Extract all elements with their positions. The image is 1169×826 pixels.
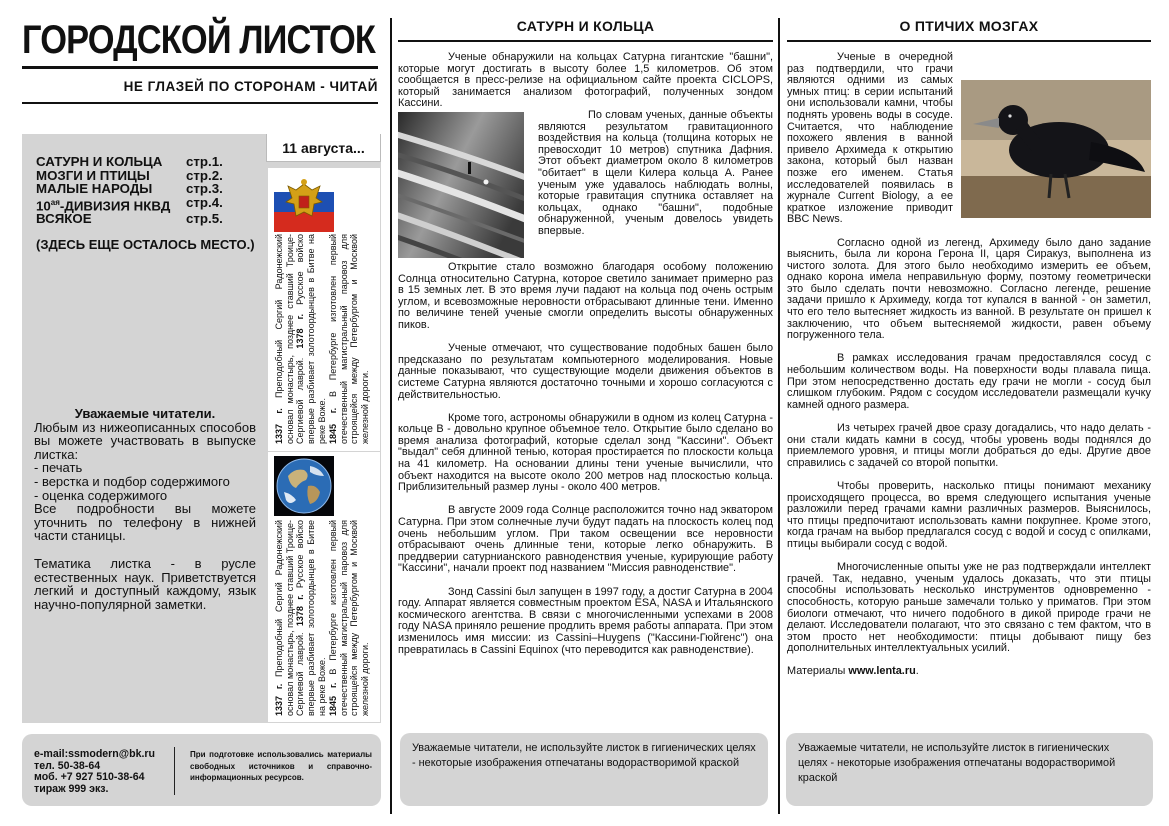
article-heading: О ПТИЧИХ МОЗГАХ — [899, 18, 1039, 34]
title-rule — [22, 66, 378, 69]
toc-item-title: МАЛЫЕ НАРОДЫ — [36, 181, 153, 196]
birds-article — [787, 18, 1151, 690]
history-text-col1 — [274, 520, 328, 716]
toc-title-part: -ДИВИЗИЯ НКВД — [59, 197, 171, 213]
toc-item-page: стр.1. — [186, 154, 223, 169]
readers-list-item: - верстка и подбор содержимого — [34, 473, 230, 489]
mobile-number: моб. +7 927 510-38-64 — [34, 771, 145, 783]
paragraph: Ученые в очередной раз подтвердили, что грачи являются одними из самых умных птиц: в серии испытаний они использовали камни, чтобы поднять уровень воды в сосуде. Считается, что наблюдение похожего явления в ванной привело Архимеда к открытию закона, который был назван позже его именем. Статья исследователей появилась в журнале Current Biology, а ее краткое изложение приводит BBC News. — [787, 51, 953, 226]
history-year: 1378 г. — [295, 594, 306, 627]
paragraph: Ученые отмечают, что существование подобных башен было предсказано по результатам компьютерного моделирования. Новые данные показывают, что существующие модели движения объектов в системе Сатурна являются достаточно точными и хорошо согласуются с действительностью. — [398, 342, 773, 401]
history-year: 1845 г. — [328, 682, 338, 716]
masthead — [22, 18, 378, 104]
phone-number: тел. 50-38-64 — [34, 759, 101, 772]
history-sidebar-top — [268, 168, 380, 451]
history-year: 1337 г. — [274, 408, 284, 444]
history-year: 1845 г. — [328, 407, 338, 444]
readers-heading: Уважаемые читатели. — [74, 406, 216, 421]
toc-item-title: ВСЯКОЕ — [36, 211, 92, 227]
saturn-footer-notice: Уважаемые читатели, не используйте листок в гигиенических целях - некоторые изображения отпечатаны водорастворимой краской — [400, 733, 768, 806]
contacts-divider — [174, 747, 175, 795]
toc-item[interactable] — [36, 196, 276, 213]
heading-rule — [787, 40, 1151, 42]
toc-item-page: стр.5. — [186, 211, 223, 227]
toc-item[interactable] — [36, 169, 276, 183]
paragraph: Из четырех грачей двое сразу догадались, что надо делать - они стали кидать камни в сосуд, чтобы уровень воды поднялся до приемлемого уровня, и птицы могли добраться до еды. Другие двое справились с задачей со второй попытки. — [787, 422, 1151, 469]
history-text-col2 — [328, 520, 371, 716]
readers-list-item: - печать — [34, 460, 83, 476]
article-body — [787, 52, 1151, 678]
history-fact: Русское войско впервые разбивает золотоордынцев в Битве на реке Воже. — [295, 520, 327, 716]
saturn-rings-image — [398, 112, 524, 258]
history-text-col1 — [274, 234, 328, 444]
history-fact: Преподобный Сергий Радонежский основал монастырь, позднее ставший Троице-Сергиевой лаврой. — [274, 234, 306, 444]
paragraph: По словам ученых, данные объекты являются результатом гравитационного воздействия на кольца (толщина которых не превосходит 10 метров) спутника Дафния. Этот объект диаметром около 8 километров "обитает" в щели Килера кольца А. Ранее ученым уже удавалось наблюдать волны, которые гравитация спутника оставляет на кольцах, однако "башни", подобные обнаруженной, ученым довелось увидеть впервые. — [538, 108, 773, 237]
sources-note: При подготовке использовались материалы свободных источников и справочно-информационных ресурсов. — [190, 750, 372, 782]
history-year: 1378 г. — [295, 314, 306, 349]
issue-date: 11 августа... — [266, 134, 381, 162]
paragraph: Согласно одной из легенд, Архимеду было дано задание выяснить, была ли корона Герона II, царя Сиракуз, выполнена из чистого золота. Для этого было необходимо измерить ее объем, однако корона имела неправильную форму, поэтому геометрически это было сделать почти невозможно. Согласно легенде, решение задачи пришло к Архимеду, когда тот купался в ванной - он заметил, что его тело вытесняет жидкость из ванной. В результате он пришел к заключению, что объем вытесняемой жидкости, равен объему погруженного тела. — [787, 236, 1151, 342]
article-body — [398, 52, 773, 656]
email-link[interactable]: e-mail:ssmodern@bk.ru — [34, 748, 156, 760]
column-divider — [778, 18, 780, 814]
contact-details — [34, 749, 155, 795]
contacts-box — [22, 734, 381, 806]
circulation: тираж 999 экз. — [34, 782, 109, 795]
column-divider — [390, 18, 392, 814]
coat-of-arms-image — [274, 172, 334, 232]
slogan: НЕ ГЛАЗЕЙ ПО СТОРОНАМ - ЧИТАЙ — [123, 79, 378, 94]
toc-item-title: МОЗГИ И ПТИЦЫ — [36, 167, 150, 183]
paragraph: В августе 2009 года Солнце расположится точно над экватором Сатурна. При этом солнечные лучи будут падать на плоскость колец под очень небольшим углом. При таком освещении все неровности отбрасывают очень длинные тени, которые легко обнаружить. В преддверии сатурнианского равноденствия ученые, курирующие работу "Кассини", начали проект под названием "Миссия равноденствие". — [398, 504, 773, 575]
slogan-rule — [22, 102, 378, 104]
saturn-article — [398, 18, 773, 668]
history-fact: В Петербурге изготовлен первый отечественный магистральный паровоз для строящейся между Петербургом и Москвой железной дороги. — [328, 234, 371, 444]
readers-notice — [34, 407, 256, 611]
article-heading: САТУРН И КОЛЬЦА — [516, 18, 655, 34]
toc-item[interactable] — [36, 212, 276, 226]
paragraph: В рамках исследования грачам предоставлялся сосуд с небольшим количеством воды. На поверхности воды плавала пища. При этом непосредственно достать еду грачи не могли - сосуд был слишком глубоким. Рядом с сосудом исследователи размещали кучку камней одного размера. — [787, 352, 1151, 411]
toc-item[interactable] — [36, 155, 276, 169]
table-of-contents — [36, 155, 276, 251]
toc-item-page: стр.2. — [186, 167, 223, 183]
toc-item-title: САТУРН И КОЛЬЦА — [36, 154, 163, 169]
paragraph: Кроме того, астрономы обнаружили в одном из колец Сатурна - кольце B - довольно крупное объемное тело. Открытие было сделано во время анализа фотографий, которые сделал зонд "Кассини". Объект "выдал" себя длинной тенью, которая простирается по плоскости кольца на 41 километр. На основании длины тени ученые вычислили, что объект находится на высоте около 200 метров над плоскостью кольца. Приблизительный размер луны - около 400 метров. — [398, 411, 773, 494]
toc-title-superscript: ая — [50, 197, 60, 207]
readers-list-item: - оценка содержимого — [34, 487, 168, 503]
paragraph: Чтобы проверить, насколько птицы понимают механику происходящего процесса, во время следующего испытания ученые разложили перед грачами камни различных размеров. Выяснилось, что птицы предпочитают использовать камни покрупнее. Кроме этого, когда грачам на выбор предлагался сосуд с водой и сосуд с опилками, птицы выбирали сосуд с водой. — [787, 479, 1151, 550]
history-text-col2 — [328, 234, 371, 444]
toc-item-page: стр.3. — [186, 181, 223, 196]
toc-item-title — [36, 196, 186, 213]
source-line: Материалы www.lenta.ru. — [787, 665, 919, 678]
source-link[interactable]: www.lenta.ru — [848, 665, 916, 678]
source-label: Материалы — [787, 665, 846, 678]
readers-topic: Тематика листка - в русле естественных наук. Приветствуется легкий и доступный каждому, язык научно-популярной заметки. — [34, 555, 256, 612]
rook-bird-image — [961, 80, 1151, 218]
toc-item[interactable] — [36, 182, 276, 196]
birds-footer-notice: Уважаемые читатели, не используйте листок в гигиенических целях - некоторые изображения отпечатаны водорастворимой краской — [786, 733, 1153, 806]
paragraph: Многочисленные опыты уже не раз подтверждали интеллект грачей. Так, недавно, ученым удалось доказать, что эти птицы способны использовать несколько инструментов одновременно - способность, которую раньше замечали только у приматов. При этом биологи отмечают, что ничего подобного в дикой природе грачи не делают. Исследователи полагают, что это связано с тем фактом, что в этом просто нет необходимости: птицы добывают пищу без дополнительных интеллектуальных усилий. — [787, 561, 1151, 655]
paragraph: Зонд Cassini был запущен в 1997 году, а достиг Сатурна в 2004 году. Аппарат является совместным проектом ESA, NASA и Итальянского космического агентства. В связи с многочисленными успехами в 2008 году NASA приняло решение продлить время работы аппарата. При этом изменилось имя миссии: из Cassini–Huygens ("Кассини-Гюйгенс") она превратилась в Cassini Equinox (что переводится как равноденствие). — [398, 585, 773, 656]
paragraph: Открытие стало возможно благодаря особому положению Солнца относительно Сатурна, которое светило занимает примерно раз в 15 земных лет. В это время лучи падают на кольца под очень острым углом, и всевозможные неровности отбрасывают длинные тени. Именно по величине теней ученые смогли определить высоты обнаруженных пиков. — [398, 260, 773, 331]
toc-item-page: стр.4. — [186, 194, 223, 210]
earth-globe-image — [274, 456, 334, 516]
heading-rule — [398, 40, 773, 42]
toc-title-part: 10 — [36, 197, 51, 213]
newspaper-title: ГОРОДСКОЙ ЛИСТОК — [22, 18, 375, 62]
history-sidebar-bottom — [268, 452, 380, 722]
paragraph: Ученые обнаружили на кольцах Сатурна гигантские "башни", которые могут достигать в высоту более 1,5 километров. Об этом сообщается в пресс-релизе на официальном сайте проекта CICLOPS, который занимается анализом фотографий, полученных зондом Кассини. — [398, 51, 773, 110]
readers-details: Все подробности вы можете уточнить по телефону в нижней части станицы. — [34, 501, 256, 544]
history-fact: Преподобный Сергий Радонежский основал монастырь, позднее ставший Троице-Сергиевой лаврой. — [274, 520, 306, 716]
history-fact: Русское войско впервые разбивает золотоордынцев в Битве на реке Воже. — [295, 234, 327, 444]
spacer — [34, 543, 256, 557]
contents-panel — [22, 134, 381, 723]
history-year: 1337 г. — [274, 683, 284, 716]
readers-intro: Любым из нижеописанных способов вы можете участвовать в выпуске листка: — [34, 419, 256, 462]
toc-note: (ЗДЕСЬ ЕЩЕ ОСТАЛОСЬ МЕСТО.) — [36, 236, 255, 252]
history-fact: В Петербурге изготовлен первый отечественный магистральный паровоз для строящейся между Петербургом и Москвой железной дороги. — [328, 520, 371, 716]
